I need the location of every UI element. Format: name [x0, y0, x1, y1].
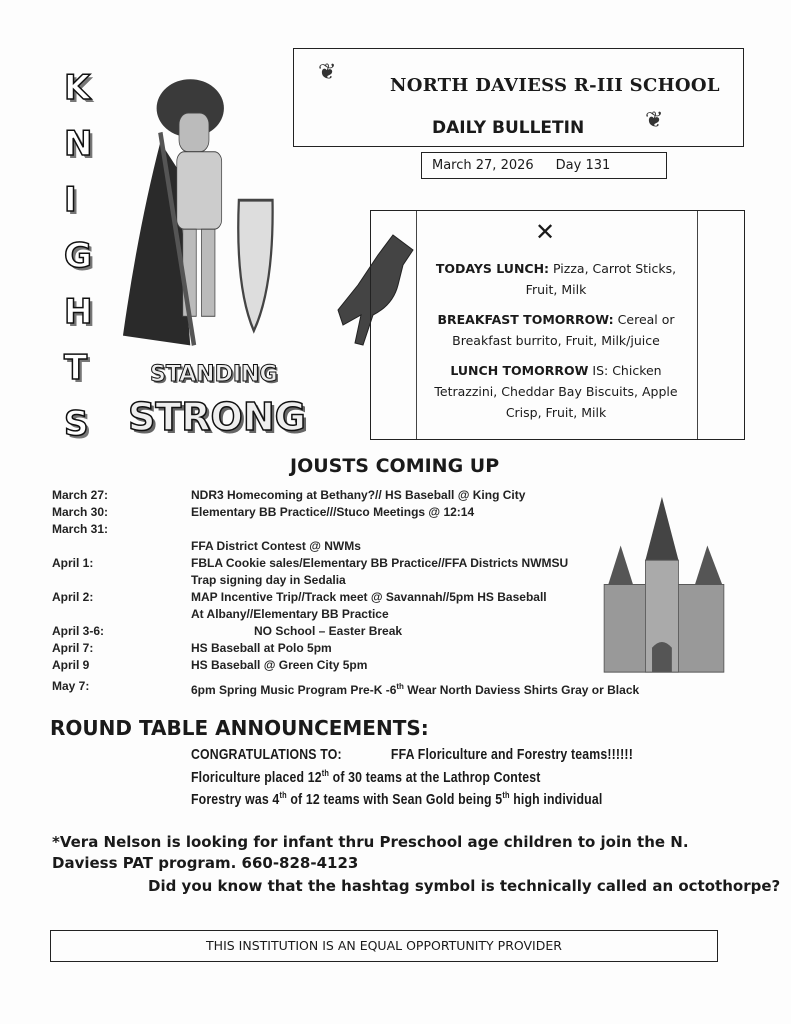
- menu-text: [420, 258, 692, 432]
- knights-letter: T: [64, 348, 88, 388]
- event-text: Trap signing day in Sedalia: [191, 573, 346, 587]
- congrats-text: FFA Floriculture and Forestry teams!!!!!!: [390, 746, 633, 763]
- round-table-title: ROUND TABLE ANNOUNCEMENTS:: [50, 716, 429, 740]
- forestry-line: [191, 790, 602, 808]
- bulletin-title: DAILY BULLETIN: [432, 118, 585, 138]
- todays-lunch: Pizza, Carrot Sticks, Fruit, Milk: [525, 261, 677, 297]
- school-name: NORTH DAVIESS R-III SCHOOL: [390, 75, 720, 96]
- congrats-label: CONGRATULATIONS TO:: [191, 746, 342, 763]
- flourish-icon: ❦: [645, 108, 664, 133]
- knights-letter: S: [64, 404, 89, 444]
- knight-illustration: [108, 55, 280, 355]
- event-text: HS Baseball @ Green City 5pm: [191, 658, 368, 672]
- knights-letter: G: [64, 236, 92, 276]
- event-date: April 7:: [52, 641, 94, 655]
- date-box: [421, 152, 667, 179]
- slogan-standing: STANDING: [150, 362, 278, 387]
- superscript: th: [396, 682, 404, 691]
- knights-letter: H: [64, 292, 93, 332]
- event-date: April 1:: [52, 556, 94, 570]
- octothorpe-fact: Did you know that the hashtag symbol is technically called an octothorpe?: [148, 877, 781, 895]
- event-text: HS Baseball at Polo 5pm: [191, 641, 332, 655]
- text: of 30 teams at the Lathrop Contest: [329, 769, 541, 786]
- floriculture-line: [191, 768, 541, 786]
- breakfast-tomorrow: Cereal or Breakfast burrito, Fruit, Milk/juice: [452, 312, 675, 348]
- superscript: th: [279, 790, 287, 800]
- text: Forestry was 4: [191, 791, 280, 808]
- event-text: FBLA Cookie sales/Elementary BB Practice//FFA Districts NWMSU: [191, 556, 569, 570]
- lunch-tomorrow-label: LUNCH TOMORROW: [450, 363, 589, 378]
- slogan-strong: STRONG: [128, 395, 306, 439]
- event-date: May 7:: [52, 679, 90, 693]
- knights-letter: I: [64, 180, 77, 220]
- event-text: Elementary BB Practice///Stuco Meetings @ 12:14: [191, 505, 475, 519]
- text: Floriculture placed 12: [191, 769, 322, 786]
- day-number: Day 131: [555, 158, 611, 173]
- date: March 27, 2026: [432, 158, 534, 173]
- breakfast-label: BREAKFAST TOMORROW:: [437, 312, 614, 327]
- fork-knife-icon: ✕: [535, 218, 556, 246]
- event-text-part: 6pm Spring Music Program Pre-K -6: [191, 683, 397, 697]
- event-text: [191, 678, 639, 699]
- event-date: April 2:: [52, 590, 94, 604]
- event-text: FFA District Contest @ NWMs: [191, 539, 361, 553]
- text: high individual: [509, 791, 603, 808]
- event-date: April 3-6:: [52, 624, 105, 638]
- jousts-title: JOUSTS COMING UP: [290, 455, 500, 477]
- event-text: NDR3 Homecoming at Bethany?// HS Baseball @ King City: [191, 488, 526, 502]
- event-date: March 31:: [52, 522, 109, 536]
- event-date: March 30:: [52, 505, 109, 519]
- superscript: th: [502, 790, 510, 800]
- event-date: March 27:: [52, 488, 109, 502]
- knights-letter: K: [64, 68, 91, 108]
- event-text: At Albany//Elementary BB Practice: [191, 607, 389, 621]
- congratulations-line: [191, 746, 633, 763]
- flourish-icon: ❦: [318, 60, 337, 85]
- text: of 12 teams with Sean Gold being 5: [286, 791, 503, 808]
- knights-letter: N: [64, 124, 93, 164]
- todays-lunch-label: TODAYS LUNCH:: [435, 261, 550, 276]
- event-text-part: Wear North Daviess Shirts Gray or Black: [403, 683, 640, 697]
- pat-program-note: *Vera Nelson is looking for infant thru Preschool age children to join the N. Daviess PAT program. 660-828-4123: [52, 833, 689, 872]
- event-date: April 9: [52, 658, 90, 672]
- equal-opportunity-footer: THIS INSTITUTION IS AN EQUAL OPPORTUNITY PROVIDER: [50, 930, 718, 962]
- event-text: NO School – Easter Break: [254, 624, 403, 638]
- superscript: th: [321, 768, 330, 778]
- lunch-tomorrow: IS: Chicken Tetrazzini, Cheddar Bay Biscuits, Apple Crisp, Fruit, Milk: [434, 363, 678, 420]
- castle-illustration: [600, 492, 728, 677]
- event-text: MAP Incentive Trip//Track meet @ Savannah//5pm HS Baseball: [191, 590, 547, 604]
